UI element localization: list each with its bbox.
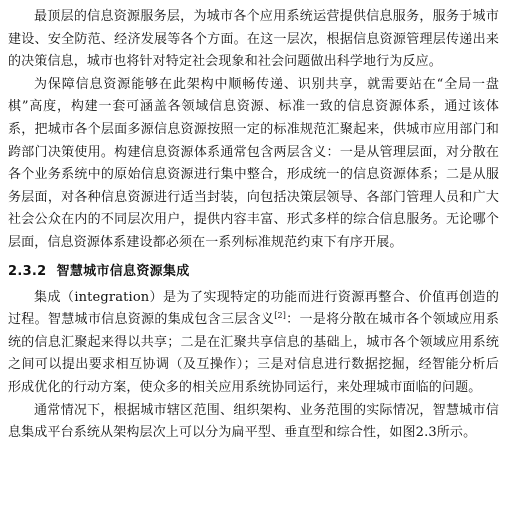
citation-reference[interactable]: [2] bbox=[274, 311, 287, 321]
paragraph-resource-system: 为保障信息资源能够在此架构中顺畅传递、识别共享，就需要站在“全局一盘棋”高度，构建一套可涵盖各领域信息资源、标准一致的信息资源体系，通过该体系，把城市各个层面多源信息资源按照一定的标准规范汇聚起来，供城市应用部门和跨部门决策使用。构建信息资源体系通常包含两层含义：一是从管理层面，对分散在各个业务系统中的原始信息资源进行集中整合，形成统一的信息资源体系；二是从服务层面，对各种信息资源进行适当封装，向包括决策层领导、各部门管理人员和广大社会公众在内的不同层次用户，提供内容丰富、形式多样的综合信息服务。无论哪个层面，信息资源体系建设都必须在一系列标准规范约束下有序开展。 bbox=[8, 76, 499, 250]
paragraph-integration-text-cont: ：一是将分散在城市各个领域应用系统的信息汇聚起来得以共享；二是在汇聚共享信息的基础上，城市各个领域应用系统之间可以提出要求相互协调（及互操作）；三是对信息进行数据挖掘，经智能分析后形成优化的行动方案，使众多的相关应用系统协同运行，来处理城市面临的问题。 bbox=[8, 312, 499, 395]
section-number: 2.3.2 bbox=[8, 263, 47, 279]
paragraph-integration bbox=[8, 287, 499, 400]
paragraph-integration-text: 集成（integration）是为了实现特定的功能而进行资源再整合、价值再创造的过程。智慧城市信息资源的集成包含三层含义 bbox=[8, 289, 499, 328]
section-title: 智慧城市信息资源集成 bbox=[56, 263, 190, 279]
section-heading bbox=[8, 259, 499, 285]
paragraph-service-layer: 最顶层的信息资源服务层，为城市各个应用系统运营提供信息服务，服务于城市建设、安全防范、经济发展等各个方面。在这一层次，根据信息资源管理层传递出来的决策信息，城市也将针对特定社会现象和社会问题做出科学地行为反应。 bbox=[8, 9, 499, 70]
paragraph-platform-types: 通常情况下，根据城市辖区范围、组织架构、业务范围的实际情况，智慧城市信息集成平台系统从架构层次上可以分为扁平型、垂直型和综合性，如图2.3所示。 bbox=[8, 402, 499, 441]
